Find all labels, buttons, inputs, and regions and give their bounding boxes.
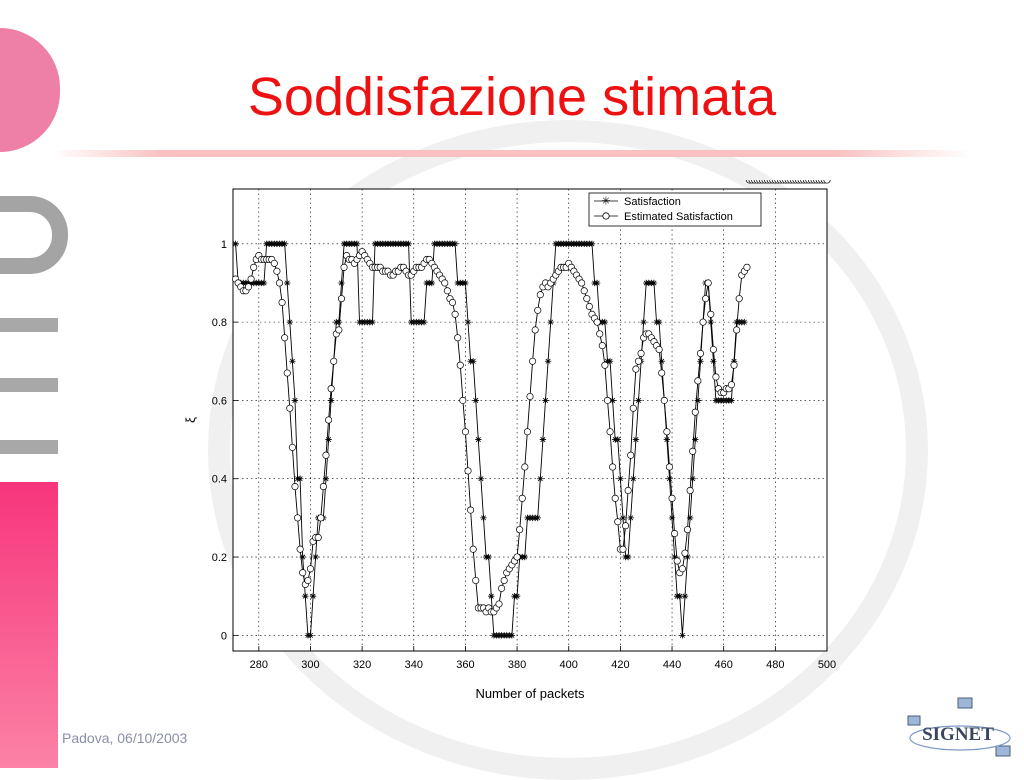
data-point-estimated [584,295,590,301]
data-point-estimated [323,452,329,458]
data-point-satisfaction [537,476,543,482]
data-point-estimated [586,303,592,309]
data-point-satisfaction [697,358,703,364]
x-tick-label: 320 [352,659,372,671]
data-point-estimated [470,546,476,552]
data-point-estimated [633,366,639,372]
legend [589,193,761,226]
data-point-estimated [331,358,337,364]
data-point-estimated [336,327,342,333]
data-point-estimated [292,483,298,489]
data-point-satisfaction [630,476,636,482]
data-point-estimated [514,554,520,560]
data-point-satisfaction [545,358,551,364]
data-point-estimated [687,487,693,493]
plot-area [233,189,827,651]
data-point-satisfaction [535,515,541,521]
data-point-estimated [248,276,254,282]
data-point-satisfaction [480,515,486,521]
computer-icon [908,716,920,725]
data-point-satisfaction [682,593,688,599]
decor-gray-stroke [0,440,58,454]
data-point-estimated [671,530,677,536]
data-point-estimated [638,350,644,356]
data-point-satisfaction [485,554,491,560]
footer-date: Padova, 06/10/2003 [62,730,188,746]
data-point-estimated [710,346,716,352]
data-point-satisfaction [628,515,634,521]
data-point-satisfaction [602,319,608,325]
data-point-estimated [245,284,251,290]
data-point-estimated [462,429,468,435]
data-point-estimated [276,280,282,286]
data-point-estimated [529,358,535,364]
data-point-estimated [695,378,701,384]
data-point-estimated [669,495,675,501]
data-point-estimated [744,264,750,270]
data-point-satisfaction [690,476,696,482]
data-point-estimated [289,444,295,450]
data-point-estimated [442,280,448,286]
y-tick-label: 0.4 [211,473,227,486]
data-point-estimated [630,405,636,411]
x-tick-label: 300 [301,659,320,671]
data-point-estimated [700,319,706,325]
computer-icon [996,746,1010,756]
data-point-satisfaction [514,593,520,599]
data-point-estimated [692,409,698,415]
data-point-estimated [682,550,688,556]
data-point-satisfaction [651,280,657,286]
x-tick-label: 440 [662,659,682,671]
data-point-estimated [501,577,507,583]
y-tick-label: 0 [220,630,227,643]
slide-title: Soddisfazione stimata [247,67,777,127]
data-point-satisfaction [615,436,621,442]
data-point-estimated [307,566,313,572]
data-point-estimated [524,429,530,435]
data-point-estimated [656,346,662,352]
data-point-estimated [325,417,331,423]
decor-pink-bar [0,482,58,768]
y-tick-label: 0.8 [211,317,227,330]
data-point-estimated [527,393,533,399]
data-point-estimated [281,335,287,341]
data-point-estimated [250,264,256,270]
signet-logo [900,694,1020,762]
data-point-satisfaction [475,436,481,442]
data-point-estimated [609,464,615,470]
y-tick-label: 0.2 [211,552,227,565]
data-point-estimated [674,558,680,564]
data-point-estimated [287,405,293,411]
data-point-estimated [457,362,463,368]
data-point-estimated [594,319,600,325]
data-point-estimated [320,483,326,489]
x-tick-label: 360 [456,659,475,671]
data-point-satisfaction [640,319,646,325]
data-point-estimated [522,464,528,470]
data-point-satisfaction [633,436,639,442]
data-point-estimated [620,546,626,552]
data-point-estimated [300,569,306,575]
data-point-satisfaction [328,397,334,403]
legend-marker-star: ✳ [601,194,611,208]
data-point-satisfaction [617,476,623,482]
data-point-estimated [297,546,303,552]
data-point-estimated [449,299,455,305]
data-point-estimated [519,495,525,501]
data-point-estimated [532,327,538,333]
data-point-estimated [625,487,631,493]
data-point-estimated [824,180,830,183]
legend-label-estimated: Estimated Satisfaction [624,211,733,223]
x-tick-label: 400 [559,659,578,671]
data-point-estimated [684,526,690,532]
data-point-estimated [535,307,541,313]
data-point-estimated [666,464,672,470]
title-underline [52,150,972,157]
data-point-estimated [279,299,285,305]
data-point-estimated [465,468,471,474]
x-tick-label: 420 [611,659,630,671]
data-point-estimated [454,335,460,341]
x-tick-label: 460 [714,659,733,671]
data-point-estimated [537,292,543,298]
legend-label-satisfaction: Satisfaction [624,196,681,208]
data-point-estimated [708,311,714,317]
data-point-estimated [318,515,324,521]
data-point-estimated [294,515,300,521]
data-point-satisfaction [522,554,528,560]
data-point-estimated [284,370,290,376]
data-point-estimated [581,288,587,294]
x-tick-label: 500 [817,659,837,671]
data-point-estimated [274,268,280,274]
data-point-estimated [697,350,703,356]
legend-marker-circle [603,213,609,219]
data-point-satisfaction [666,476,672,482]
x-tick-label: 480 [766,659,785,671]
data-point-estimated [315,534,321,540]
data-point-estimated [607,429,613,435]
data-point-estimated [578,280,584,286]
data-point-satisfaction [547,319,553,325]
data-point-estimated [341,264,347,270]
data-point-satisfaction [692,436,698,442]
data-point-estimated [713,374,719,380]
data-point-estimated [731,362,737,368]
data-point-satisfaction [509,632,515,638]
data-point-estimated [664,429,670,435]
data-point-estimated [467,507,473,513]
data-point-estimated [460,397,466,403]
data-point-estimated [271,260,277,266]
data-point-satisfaction [679,632,685,638]
data-point-estimated [690,448,696,454]
data-point-estimated [473,577,479,583]
data-point-estimated [516,526,522,532]
data-point-estimated [659,370,665,376]
data-point-estimated [705,280,711,286]
decor-letter-d [0,196,68,274]
data-point-estimated [328,385,334,391]
data-point-estimated [628,452,634,458]
data-point-estimated [452,311,458,317]
x-tick-label: 340 [404,659,423,671]
decor-gray-stroke [0,318,58,332]
data-point-estimated [338,295,344,301]
line-chart [170,180,840,710]
data-point-satisfaction [312,554,318,560]
x-axis-label: Number of packets [475,686,585,701]
data-point-satisfaction [300,554,306,560]
data-point-estimated [702,295,708,301]
data-point-estimated [635,358,641,364]
data-point-estimated [736,295,742,301]
data-point-satisfaction [540,436,546,442]
data-point-estimated [496,601,502,607]
data-point-satisfaction [669,515,675,521]
y-tick-label: 0.6 [211,395,227,408]
data-point-satisfaction [478,476,484,482]
data-point-satisfaction [687,515,693,521]
computer-icon [958,698,972,708]
decor-gray-stroke [0,378,58,392]
data-point-estimated [615,519,621,525]
y-tick-label: 1 [220,238,227,251]
data-point-satisfaction [307,632,313,638]
data-point-estimated [305,577,311,583]
data-point-estimated [728,382,734,388]
data-point-estimated [604,397,610,403]
data-point-estimated [597,331,603,337]
data-point-estimated [733,327,739,333]
data-point-estimated [498,585,504,591]
logo-text: SIGNET [922,724,994,745]
data-point-estimated [599,342,605,348]
data-point-estimated [602,362,608,368]
x-tick-label: 380 [507,659,527,671]
y-axis-label: ξ [183,417,198,423]
data-point-estimated [612,495,618,501]
data-point-estimated [661,397,667,403]
data-point-estimated [622,523,628,529]
data-point-estimated [679,566,685,572]
x-tick-label: 280 [249,659,269,671]
data-point-estimated [444,288,450,294]
